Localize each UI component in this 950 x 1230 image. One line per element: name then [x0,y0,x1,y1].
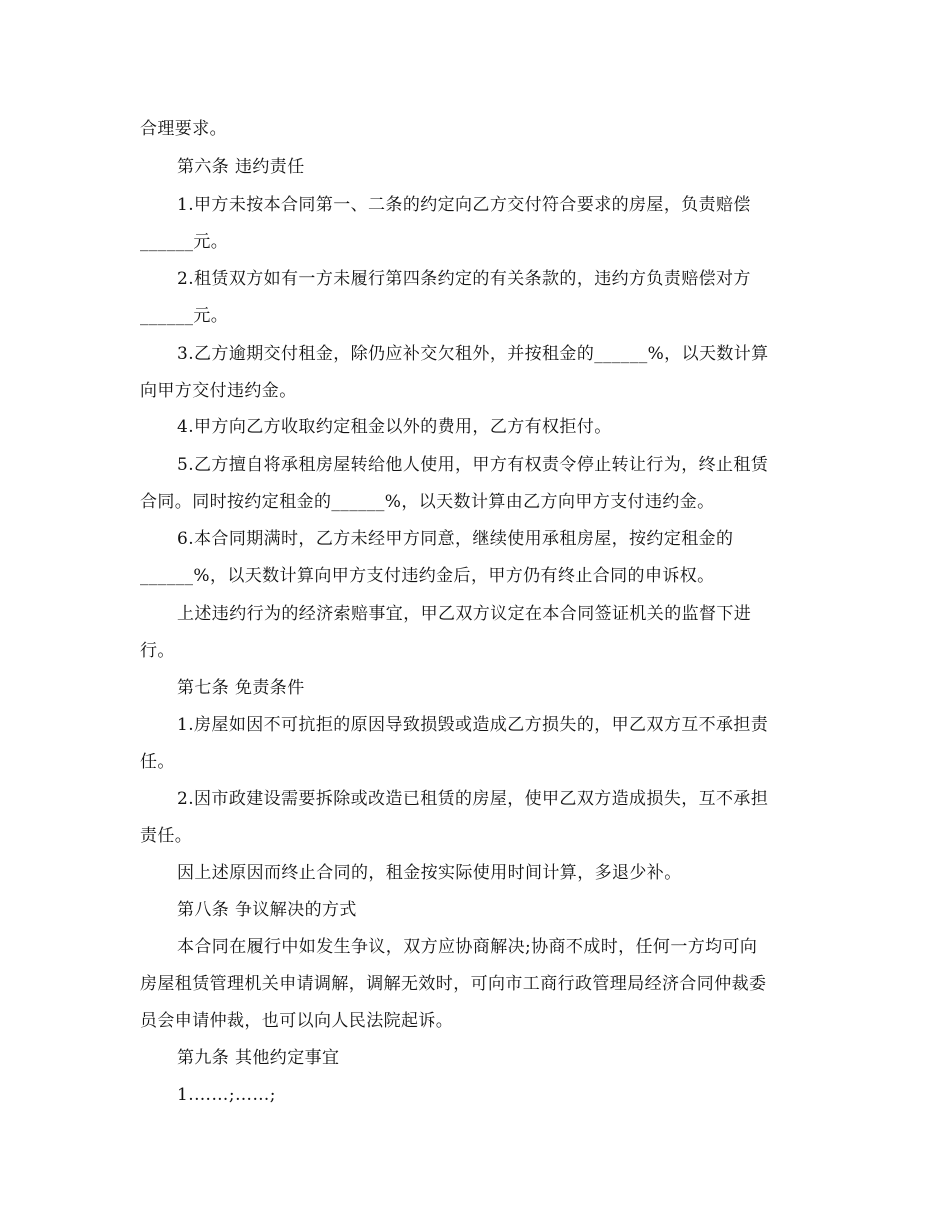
paragraph-line: 上述违约行为的经济索赔事宜，甲乙双方议定在本合同签证机关的监督下进 [177,604,752,624]
paragraph-line: 5.乙方擅自将承租房屋转给他人使用，甲方有权责令停止转让行为，终止租赁 [177,455,769,475]
paragraph-line: 员会申请仲裁，也可以向人民法院起诉。 [140,1011,454,1031]
paragraph-line: 1.……;……; [177,1085,276,1105]
paragraph-line: 1.房屋如因不可抗拒的原因导致损毁或造成乙方损失的，甲乙双方互不承担责 [177,715,769,735]
paragraph-line: 1.甲方未按本合同第一、二条的约定向乙方交付符合要求的房屋，负责赔偿 [177,195,751,215]
paragraph-line: 合同。同时按约定租金的______%，以天数计算由乙方向甲方支付违约金。 [140,492,715,512]
paragraph-line: 2.租赁双方如有一方未履行第四条约定的有关条款的，违约方负责赔偿对方 [177,269,751,289]
paragraph-line: ______元。 [140,232,229,252]
paragraph-line: 房屋租赁管理机关申请调解，调解无效时，可向市工商行政管理局经济合同仲裁委 [140,974,767,994]
paragraph-line: 2.因市政建设需要拆除或改造已租赁的房屋，使甲乙双方造成损失，互不承担 [177,789,769,809]
section-heading: 第六条 违约责任 [177,157,305,177]
paragraph-line: ______%，以天数计算向甲方支付违约金后，甲方仍有终止合同的申诉权。 [140,566,715,586]
paragraph-line: 行。 [140,641,175,661]
paragraph-line: 因上述原因而终止合同的，租金按实际使用时间计算，多退少补。 [177,863,682,883]
paragraph-line: 任。 [140,752,175,772]
paragraph-line: 3.乙方逾期交付租金，除仍应补交欠租外，并按租金的______%，以天数计算 [177,344,769,364]
paragraph-line: 6.本合同期满时，乙方未经甲方同意，继续使用承租房屋，按约定租金的 [177,529,734,549]
paragraph-line: 4.甲方向乙方收取约定租金以外的费用，乙方有权拒付。 [177,417,612,437]
paragraph-line: 向甲方交付违约金。 [140,381,297,401]
section-heading: 第八条 争议解决的方式 [177,900,357,920]
section-heading: 第九条 其他约定事宜 [177,1048,340,1068]
section-heading: 第七条 免责条件 [177,678,305,698]
paragraph-line: 合理要求。 [140,119,227,139]
paragraph-line: 本合同在履行中如发生争议，双方应协商解决;协商不成时，任何一方均可向 [177,937,758,957]
paragraph-line: ______元。 [140,306,229,326]
paragraph-line: 责任。 [140,826,193,846]
